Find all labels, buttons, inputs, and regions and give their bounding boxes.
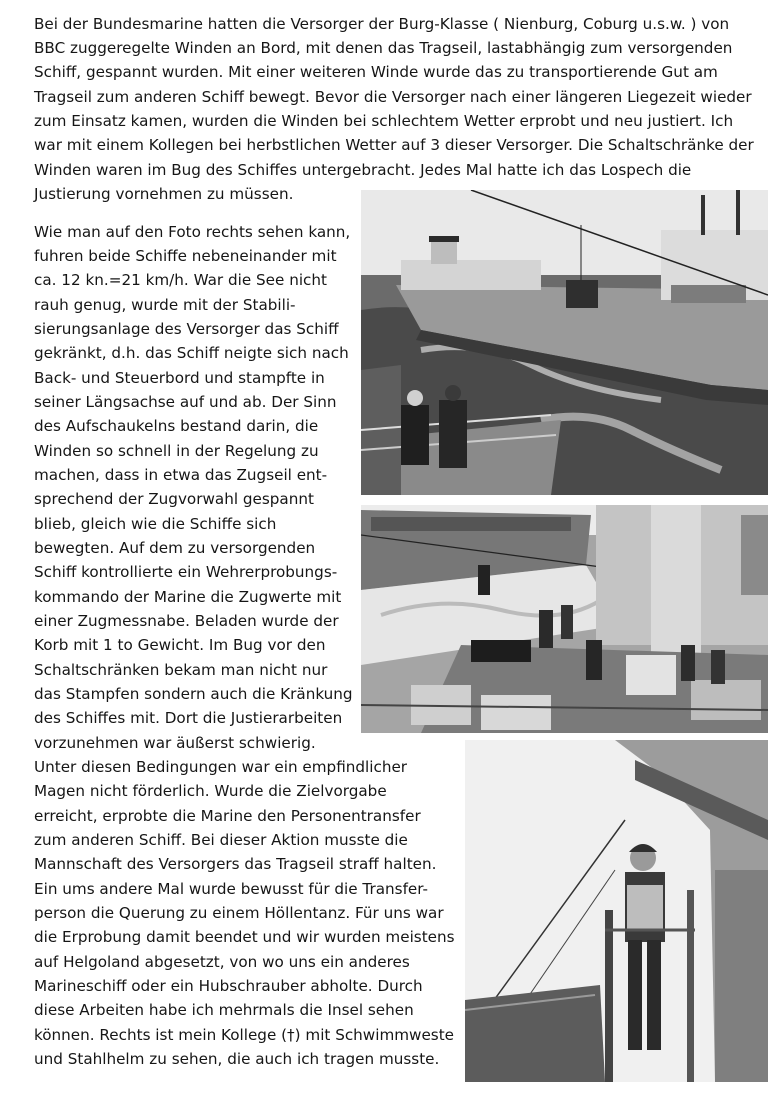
text-line: seiner Längsachse auf und ab. Der Sinn [34, 393, 337, 411]
text-line: blieb, gleich wie die Schiffe sich [34, 515, 277, 533]
text-line: vorzunehmen war äußerst schwierig. [34, 734, 316, 752]
text-line: und Stahlhelm zu sehen, die auch ich tragen musste. [34, 1050, 440, 1068]
text-line: ca. 12 kn.=21 km/h. War die See nicht [34, 271, 327, 289]
text-line: Mannschaft des Versorgers das Tragseil straff halten. [34, 855, 437, 873]
text-line: kommando der Marine die Zugwerte mit [34, 588, 342, 606]
text-line: Winden so schnell in der Regelung zu [34, 442, 319, 460]
photo-person-transfer [361, 505, 768, 733]
text-line: des Schiffes mit. Dort die Justierarbeiten [34, 709, 343, 727]
text-line: auf Helgoland abgesetzt, von wo uns ein anderes [34, 953, 410, 971]
text-line: sprechend der Zugvorwahl gespannt [34, 490, 314, 508]
text-line: können. Rechts ist mein Kollege (†) mit Schwimmweste [34, 1026, 455, 1044]
text-line: Ein ums andere Mal wurde bewusst für die Transfer- [34, 880, 429, 898]
text-line: bewegten. Auf dem zu versorgenden [34, 539, 316, 557]
text-line: BBC zuggeregelte Winden an Bord, mit denen das Tragseil, lastabhängig zum versorgenden [34, 39, 733, 57]
text-line: fuhren beide Schiffe nebeneinander mit [34, 247, 337, 265]
text-line: Schiff kontrollierte ein Wehrerprobungs- [34, 563, 338, 581]
text-line: Schiff, gespannt wurden. Mit einer weiteren Winde wurde das zu transportierende Gut am [34, 63, 718, 81]
text-line: war mit einem Kollegen bei herbstlichen Wetter auf 3 dieser Versorger. Die Schaltschränke der [34, 136, 754, 154]
text-line: die Erprobung damit beendet und wir wurden meistens [34, 928, 455, 946]
text-line: Unter diesen Bedingungen war ein empfindlicher [34, 758, 408, 776]
photo-ships-replenishment [361, 190, 768, 495]
text-line: machen, dass in etwa das Zugseil ent- [34, 466, 328, 484]
text-line: Marineschiff oder ein Hubschrauber abholte. Durch [34, 977, 423, 995]
text-line: Back- und Steuerbord und stampfte in [34, 369, 325, 387]
text-line: Magen nicht förderlich. Wurde die Zielvorgabe [34, 782, 387, 800]
text-line: des Aufschaukelns bestand darin, die [34, 417, 319, 435]
text-line: Tragseil zum anderen Schiff bewegt. Bevor die Versorger nach einer längeren Liegezeit wieder [34, 88, 752, 106]
text-line: zum Einsatz kamen, wurden die Winden bei schlechtem Wetter erprobt und neu justiert. Ich [34, 112, 734, 130]
text-line: Wie man auf den Foto rechts sehen kann, [34, 223, 351, 241]
text-line: das Stampfen sondern auch die Kränkung [34, 685, 353, 703]
text-line: sierungsanlage des Versorger das Schiff [34, 320, 339, 338]
text-line: Korb mit 1 to Gewicht. Im Bug vor den [34, 636, 326, 654]
text-line: zum anderen Schiff. Bei dieser Aktion musste die [34, 831, 408, 849]
text-line: einer Zugmessnabe. Beladen wurde der [34, 612, 339, 630]
text-line: rauh genug, wurde mit der Stabili- [34, 296, 296, 314]
text-line: gekränkt, d.h. das Schiff neigte sich nach [34, 344, 349, 362]
text-line: Justierung vornehmen zu müssen. [34, 185, 294, 203]
text-line: erreicht, erprobte die Marine den Personentransfer [34, 807, 421, 825]
text-line: person die Querung zu einem Höllentanz. Für uns war [34, 904, 444, 922]
text-line: diese Arbeiten habe ich mehrmals die Insel sehen [34, 1001, 414, 1019]
text-line: Bei der Bundesmarine hatten die Versorger der Burg-Klasse ( Nienburg, Coburg u.s.w. ) von [34, 15, 730, 33]
text-line: Schaltschränken bekam man nicht nur [34, 661, 328, 679]
photo-colleague-life-vest [465, 740, 768, 1082]
text-line: Winden waren im Bug des Schiffes untergebracht. Jedes Mal hatte ich das Lospech die [34, 161, 692, 179]
